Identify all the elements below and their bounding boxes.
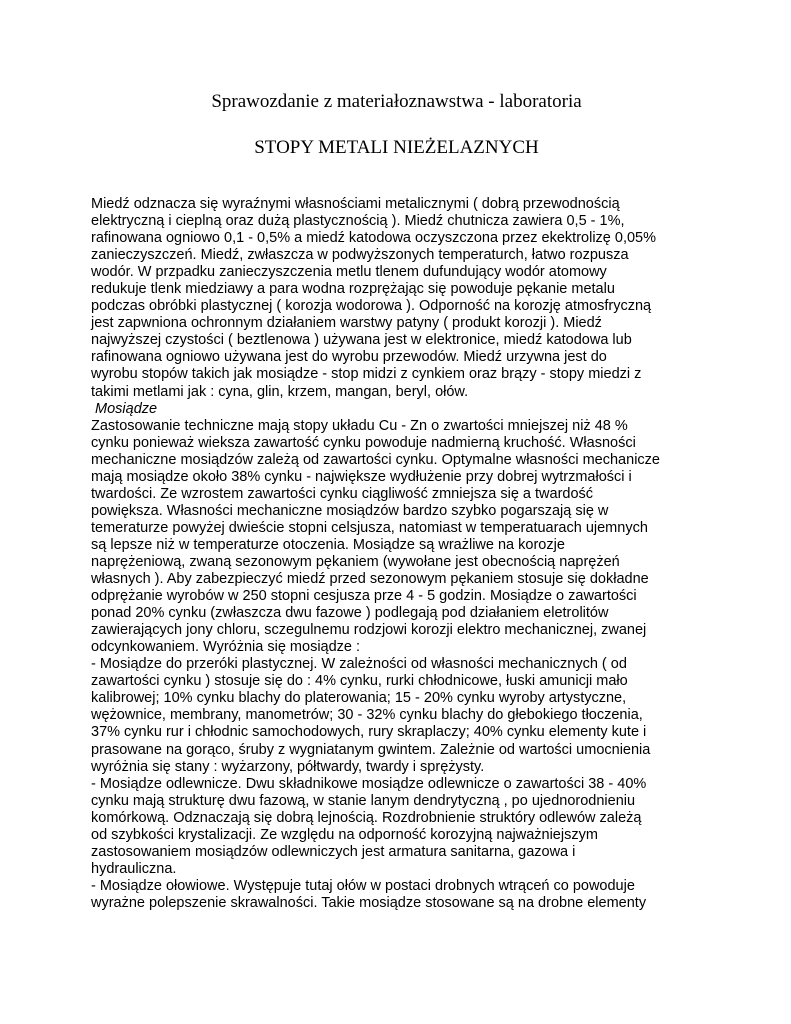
text-line: wyróżnia się stany : wyżarzony, półtwardy, twardy i sprężysty. <box>91 758 485 775</box>
text-line: Zastosowanie techniczne mają stopy układu Cu - Zn o zwartości mniejszej niż 48 % <box>91 417 628 434</box>
text-line: zastosowaniem mosiądzów odlewniczych jest armatura sanitarna, gazowa i <box>91 843 576 860</box>
section-heading: Mosiądze <box>91 400 158 417</box>
text-line: wężownice, membrany, manometrów; 30 - 32% cynku blachy do głebokiego tłoczenia, <box>91 707 643 724</box>
text-line: prasowane na gorąco, śruby z wygniatanym gwintem. Zależnie od wartości umocnienia <box>91 741 651 758</box>
text-line: zanieczyszczeń. Miedź, zwłaszcza w podwyższonych temperaturch, łatwo rozpusza <box>91 247 629 264</box>
text-line: zawartości cynku ) stosuje się do : 4% cynku, rurki chłodnicowe, łuski amunicji mało <box>91 673 628 690</box>
text-line: - Mosiądze ołowiowe. Występuje tutaj ołów w postaci drobnych wtrąceń co powoduje <box>91 877 635 894</box>
text-line: podczas obróbki plastycznej ( korozja wodorowa ). Odporność na korozję atmosfryczną <box>91 298 652 315</box>
text-line: cynku ponieważ wieksza zawartość cynku powoduje nadmierną kruchość. Własności <box>91 434 636 451</box>
text-line: kalibrowej; 10% cynku blachy do platerowania; 15 - 20% cynku wyroby artystyczne, <box>91 690 627 707</box>
text-line: takimi metlami jak : cyna, glin, krzem, mangan, beryl, ołów. <box>91 383 469 400</box>
text-line: ponad 20% cynku (zwłaszcza dwu fazowe ) podlegają pod działaniem eletrolitów <box>91 605 609 622</box>
text-line: rafinowana ogniowo 0,1 - 0,5% a miedź katodowa oczyszczona przez ekektrolizę 0,05% <box>91 230 656 247</box>
text-line: wyrobu stopów takich jak mosiądze - stop midzi z cynkiem oraz brązy - stopy miedzi z <box>91 366 642 383</box>
document-subtitle: STOPY METALI NIEŻELAZNYCH <box>254 137 539 158</box>
text-line: mają mosiądze około 38% cynku - największe wydłużenie przy dobrej wytrzmałości i <box>91 468 632 485</box>
text-line: rafinowana ogniowo używana jest do wyrobu przewodów. Miedź urzywna jest do <box>91 349 607 366</box>
text-line: cynku mają strukturę dwu fazową, w stanie lanym dendrytyczną , po ujednorodnieniu <box>91 792 636 809</box>
text-line: redukuje tlenk miedziawy a para wodna rozprężając się powoduje pękanie metalu <box>91 281 615 298</box>
text-line: twardości. Ze wzrostem zawartości cynku ciągliwość zmniejsza się a twardość <box>91 485 594 502</box>
text-line: zawierających jony chloru, sczegulnemu rodzjowi korozji elektro mechanicznej, zwanej <box>91 622 647 639</box>
text-line: od szybkości krystalizacji. Ze względu na odporność korozyjną najważniejszym <box>91 826 598 843</box>
text-line: Miedź odznacza się wyraźnymi własnościami metalicznymi ( dobrą przewodnością <box>91 196 620 212</box>
text-line: jest zapwniona ochronnym działaniem warstwy patyny ( produkt korozji ). Miedź <box>91 315 602 332</box>
text-line: komórkową. Odznaczają się dobrą lejnością. Rozdrobnienie struktóry odlewów zależą <box>91 809 642 826</box>
text-line: powiększa. Własności mechaniczne mosiądzów bardzo szybko pogarszają się w <box>91 502 609 519</box>
text-line: mechaniczne mosiądzów zależą od zawartości cynku. Optymalne własności mechanicze <box>91 451 660 468</box>
text-line: hydrauliczna. <box>91 860 177 877</box>
text-line: temeraturze powyżej dwieście stopni celsjusza, natomiast w temperatuarach ujemnych <box>91 519 648 536</box>
text-line: najwyższej czystości ( beztlenowa ) używana jest w elektronice, miedź katodowa lub <box>91 332 632 349</box>
text-line: wyrażne polepszenie skrawalności. Takie mosiądze stosowane są na drobne elementy <box>91 894 647 911</box>
text-line: - Mosiądze odlewnicze. Dwu składnikowe mosiądze odlewnicze o zawartości 38 - 40% <box>91 775 647 792</box>
document-title: Sprawozdanie z materiałoznawstwa - laboratoria <box>211 91 582 112</box>
text-line: odcynkowaniem. Wyróżnia się mosiądze : <box>91 639 361 656</box>
text-line: naprężeniową, zwaną sezonowym pękaniem (wywołane jest obecnością naprężeń <box>91 553 620 570</box>
text-line: elektryczną i cieplną oraz dużą plastycznością ). Miedź chutnicza zawiera 0,5 - 1%, <box>91 213 625 230</box>
text-line: wodór. W przpadku zanieczyszczenia metlu tlenem dufundujący wodór atomowy <box>91 264 607 281</box>
text-line: odprężanie wyrobów w 250 stopni cesjusza prze 4 - 5 godzin. Mosiądze o zawartości <box>91 588 637 605</box>
document-body <box>91 196 711 912</box>
text-line: 37% cynku rur i chłodnic samochodowych, rury skraplaczy; 40% cynku elementy kute i <box>91 724 647 741</box>
text-line: są lepsze niż w temperaturze otoczenia. Mosiądze są wrażliwe na korozje <box>91 536 565 553</box>
text-line: - Mosiądze do przeróki plastycznej. W zależności od własności mechanicznych ( od <box>91 656 627 673</box>
text-line: własnych ). Aby zabezpieczyć miedź przed sezonowym pękaniem stosuje się dokładne <box>91 571 649 588</box>
